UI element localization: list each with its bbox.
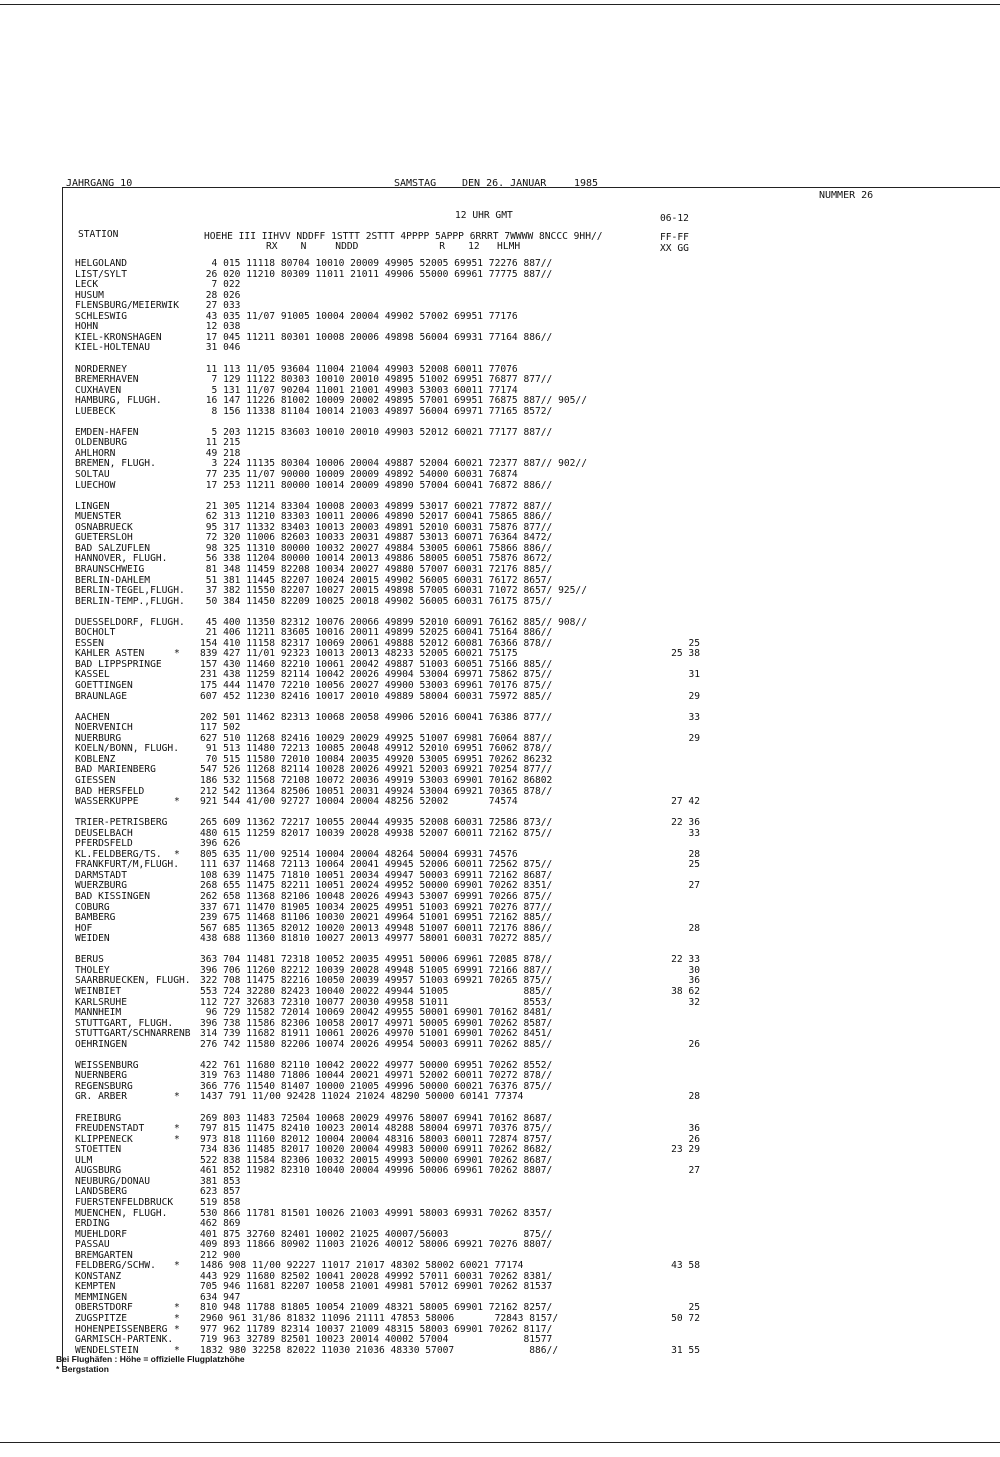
gust-values: 22 33 xyxy=(671,954,700,966)
station-name: FLENSBURG/MEIERWIK xyxy=(75,300,179,312)
station-name: ESSEN xyxy=(75,637,104,649)
gust-values: 33 xyxy=(688,711,700,723)
synop-codes: 77 235 11/07 90000 10009 20009 49892 54000 60031 76874 xyxy=(200,469,518,480)
station-name: NORDERNEY xyxy=(75,363,127,375)
synop-codes: 337 671 11470 81905 10034 20025 49951 51003 69921 70276 877// xyxy=(200,901,553,913)
station-name: GIESSEN xyxy=(75,774,116,786)
synop-codes: 268 655 11475 82211 10051 20024 49952 50000 69901 70262 8351/ xyxy=(200,880,553,892)
synop-codes: 461 852 11982 82310 10040 20004 49996 50006 69961 70262 8807/ xyxy=(200,1165,553,1177)
station-name: KEMPTEN xyxy=(75,1281,116,1293)
station-name: AHLHORN xyxy=(75,447,116,459)
synop-codes: 56 338 11204 80000 10014 20013 49886 58005 60051 75876 8672/ xyxy=(200,553,553,565)
synop-codes: 530 866 11781 81501 10026 21003 49991 58003 69931 70262 8357/ xyxy=(200,1207,553,1219)
synop-codes: 17 045 11211 80301 10008 20006 49898 56004 69931 77164 886// xyxy=(200,331,553,343)
station-name: BERLIN-TEMP.,FLUGH. xyxy=(75,595,185,607)
gust-values: 26 xyxy=(688,1038,700,1050)
station-name: KONSTANZ xyxy=(75,1270,122,1282)
synop-codes: 91 513 11480 72213 10085 20048 49912 52010 69951 76062 878// xyxy=(200,743,553,755)
station-name: LANDSBERG xyxy=(75,1186,127,1198)
synop-codes: 72 320 11006 82603 10033 20031 49887 53013 60071 76364 8472/ xyxy=(200,532,553,544)
ff-header-line2: XX GG xyxy=(660,243,689,254)
synop-codes: 553 724 32280 82423 10040 20022 49944 51005 885// xyxy=(200,985,553,997)
range-label: 06-12 xyxy=(660,213,689,224)
station-name: HOHENPEISSENBERG xyxy=(75,1323,168,1335)
synop-codes: 396 706 11260 82212 10039 20028 49948 51005 69991 72166 887// xyxy=(200,964,553,976)
gust-values: 30 xyxy=(688,964,700,976)
gust-values: 31 55 xyxy=(671,1344,700,1356)
station-name: DEUSELBACH xyxy=(75,827,133,839)
station-name: KASSEL xyxy=(75,669,110,681)
page-top-rule xyxy=(0,4,1000,5)
station-name: KIEL-KRONSHAGEN xyxy=(75,331,162,343)
station-name: THOLEY xyxy=(75,964,110,976)
station-name: NOERVENICH xyxy=(75,722,133,734)
synop-codes: 108 639 11475 71810 10051 20034 49947 50003 69911 72162 8687/ xyxy=(200,869,553,881)
synop-codes: 7 129 11122 80303 10010 20010 49895 51002 69951 76877 877// xyxy=(200,374,553,386)
station-name: BREMGARTEN xyxy=(75,1249,133,1261)
synop-codes: 3 224 11135 80304 10006 20004 49887 52004 60021 72377 887// 902// xyxy=(200,458,587,470)
synop-codes: 567 685 11365 82012 10020 20013 49948 51007 60011 72176 886// xyxy=(200,922,553,934)
station-name: OBERSTDORF xyxy=(75,1302,133,1314)
station-name: REGENSBURG xyxy=(75,1080,133,1092)
station-name: OSNABRUECK xyxy=(75,521,133,533)
synop-codes: 17 253 11211 80000 10014 20009 49890 57004 60041 76872 886// xyxy=(200,479,553,491)
station-name: BERLIN-DAHLEM xyxy=(75,574,151,586)
gust-values: 28 xyxy=(688,848,700,860)
station-name: STUTTGART/SCHNARRENB xyxy=(75,1028,191,1040)
synop-codes: 1832 980 32258 82022 11030 21036 48330 57007 886// xyxy=(200,1344,559,1356)
station-name: LECK xyxy=(75,279,99,291)
synop-codes: 212 542 11364 82506 10051 20031 49924 53004 69921 70365 878// xyxy=(200,785,553,797)
gust-values: 23 29 xyxy=(671,1144,700,1156)
gust-values: 29 xyxy=(688,690,700,702)
synop-codes: 157 430 11460 82210 10061 20042 49887 51003 60051 75166 885// xyxy=(200,658,553,670)
synop-codes: 5 203 11215 83603 10010 20010 49903 52012 60021 77177 887// xyxy=(200,426,553,438)
station-name: CUXHAVEN xyxy=(75,384,122,396)
station-name: LUECHOW xyxy=(75,479,116,491)
station-name: KIEL-HOLTENAU xyxy=(75,342,151,354)
gust-values: 29 xyxy=(688,732,700,744)
synop-codes: 175 444 11470 72210 10056 20027 49900 53003 69961 70176 875// xyxy=(200,680,553,691)
station-name: MUENSTER xyxy=(75,511,122,523)
synop-codes: 627 510 11268 82416 10029 20029 49925 51007 69981 76064 887// xyxy=(200,732,553,744)
synop-codes: 11 113 11/05 93604 11004 21004 49903 52008 60011 77076 xyxy=(200,363,518,375)
synop-codes: 5 131 11/07 90204 11001 21001 49903 53003 60011 77174 xyxy=(200,384,518,396)
station-name: HUSUM xyxy=(75,289,104,301)
station-name: ZUGSPITZE xyxy=(75,1313,127,1324)
mountain-station-mark: * xyxy=(174,1260,180,1272)
station-name: BOCHOLT xyxy=(75,627,116,639)
station-name: HELGOLAND xyxy=(75,258,127,269)
synop-codes: 50 384 11450 82209 10025 20018 49902 56005 60031 76175 875// xyxy=(200,595,553,607)
synop-codes: 547 526 11268 82114 10028 20026 49921 52003 69921 70254 877// xyxy=(200,764,553,776)
station-name: WEINBIET xyxy=(75,985,122,997)
synop-codes: 21 305 11214 83304 10008 20003 49899 53017 60021 77872 887// xyxy=(200,500,553,512)
station-name: BAD HERSFELD xyxy=(75,785,145,797)
synop-codes: 269 803 11483 72504 10068 20029 49976 58007 69941 70162 8687/ xyxy=(200,1112,553,1124)
station-name: KLIPPENECK xyxy=(75,1133,133,1145)
station-name: AACHEN xyxy=(75,711,110,723)
mountain-station-mark: * xyxy=(174,648,180,660)
mountain-station-mark: * xyxy=(174,796,180,808)
gust-values: 27 42 xyxy=(671,796,700,808)
station-name: GUETERSLOH xyxy=(75,532,133,544)
synop-codes: 4 015 11118 80704 10010 20009 49905 52005 69951 72276 887// xyxy=(200,258,553,269)
synop-codes: 81 348 11459 82208 10034 20027 49880 57007 60031 72176 885// xyxy=(200,563,553,575)
synop-codes: 1437 791 11/00 92428 11024 21024 48290 50000 60141 77374 xyxy=(200,1091,524,1103)
station-name: BREMEN, FLUGH. xyxy=(75,458,156,470)
station-name: HAMBURG, FLUGH. xyxy=(75,395,162,407)
synop-codes: 2960 961 31/86 81832 11096 21111 47853 58006 72843 8157/ xyxy=(200,1313,559,1324)
station-column-header: STATION xyxy=(78,229,119,240)
gust-values: 27 xyxy=(688,880,700,892)
synop-codes: 396 738 11586 82306 10058 20017 49971 50005 69901 70262 8587/ xyxy=(200,1017,553,1029)
synop-codes: 519 858 xyxy=(200,1196,241,1208)
synop-codes: 8 156 11338 81104 10014 21003 49897 56004 69971 77165 8572/ xyxy=(200,405,553,417)
station-name: KOELN/BONN, FLUGH. xyxy=(75,743,179,755)
synop-codes: 363 704 11481 72318 10052 20035 49951 50006 69961 72085 878// xyxy=(200,954,553,966)
synop-codes: 239 675 11468 81106 10030 20021 49964 51001 69951 72162 885// xyxy=(200,912,553,924)
synop-codes: 522 838 11584 82306 10032 20015 49993 50000 69901 70262 8687/ xyxy=(200,1154,553,1166)
synop-codes: 49 218 xyxy=(200,447,241,459)
station-name: BAD SALZUFLEN xyxy=(75,542,151,554)
synop-codes: 112 727 32683 72310 10077 20030 49958 51011 8553/ xyxy=(200,996,553,1008)
synop-codes: 70 515 11580 72010 10084 20035 49920 53005 69951 70262 86232 xyxy=(200,753,553,765)
gust-values: 25 xyxy=(688,637,700,649)
synop-codes: 154 410 11158 82317 10069 20061 49888 52012 60081 76366 878// xyxy=(200,637,553,649)
synop-codes: 45 400 11350 82312 10076 20066 49899 52010 60091 76162 885// 908// xyxy=(200,616,587,628)
station-name: EMDEN-HAFEN xyxy=(75,426,139,438)
station-name: KL.FELDBERG/TS. xyxy=(75,848,162,860)
synop-codes: 27 033 xyxy=(200,300,241,312)
station-name: HOHN xyxy=(75,321,99,333)
station-name: FUERSTENFELDBRUCK xyxy=(75,1196,174,1208)
synop-codes: 810 948 11788 81805 10054 21009 48321 58005 69901 72162 8257/ xyxy=(200,1302,553,1314)
station-name: BAMBERG xyxy=(75,912,116,924)
synop-codes: 319 763 11480 71806 10044 20021 49971 52002 60011 70272 878// xyxy=(200,1070,553,1082)
synop-codes: 43 035 11/07 91005 10004 20004 49902 57002 69951 77176 xyxy=(200,310,518,322)
station-name: KAHLER ASTEN xyxy=(75,648,145,660)
synop-codes: 16 147 11226 81002 10009 20002 49895 57001 69951 76875 887// 905// xyxy=(200,395,587,407)
synop-codes: 973 818 11160 82012 10004 20004 48316 58003 60011 72874 8757/ xyxy=(200,1133,553,1145)
synop-codes: 202 501 11462 82313 10068 20058 49906 52016 60041 76386 877// xyxy=(200,711,553,723)
station-name: DUESSELDORF, FLUGH. xyxy=(75,616,185,628)
synop-codes: 322 708 11475 82216 10050 20039 49957 51003 69921 70265 875// xyxy=(200,975,553,987)
station-name: OEHRINGEN xyxy=(75,1038,127,1050)
synop-codes: 634 947 xyxy=(200,1291,241,1303)
mountain-station-mark: * xyxy=(174,1313,180,1324)
gust-values: 26 xyxy=(688,1133,700,1145)
synop-codes: 262 658 11368 82106 10048 20026 49943 53007 69991 70266 875// xyxy=(200,891,553,902)
gust-values: 33 xyxy=(688,827,700,839)
station-name: TRIER-PETRISBERG xyxy=(75,817,168,829)
synop-codes: 11 215 xyxy=(200,437,241,449)
synop-codes: 734 836 11485 82017 10020 20004 49983 50000 69911 70262 8682/ xyxy=(200,1144,553,1156)
synop-codes: 462 869 xyxy=(200,1218,241,1230)
code-header-line1: HOEHE III IIHVV NDDFF 1STTT 2STTT 4PPPP 5APPP 6RRRT 7WWWW 8NCCC 9HH// xyxy=(204,231,603,242)
station-name: BREMERHAVEN xyxy=(75,374,139,386)
weekday-label: SAMSTAG xyxy=(394,178,437,189)
station-name: BERLIN-TEGEL,FLUGH. xyxy=(75,585,185,597)
station-name: COBURG xyxy=(75,901,110,913)
synop-codes: 797 815 11475 82410 10023 20014 48288 58004 69971 70376 875// xyxy=(200,1123,553,1135)
gust-values: 43 58 xyxy=(671,1260,700,1272)
station-name: NUERBURG xyxy=(75,732,122,744)
synop-codes: 31 046 xyxy=(200,342,241,354)
synop-codes: 212 900 xyxy=(200,1249,241,1261)
station-name: FREUDENSTADT xyxy=(75,1123,145,1135)
mountain-station-mark: * xyxy=(174,1323,180,1335)
station-name: WEIDEN xyxy=(75,933,110,945)
issue-number: NUMMER 26 xyxy=(819,190,874,201)
synop-codes: 977 962 11789 82314 10037 21009 48315 58003 69901 70262 8117/ xyxy=(200,1323,553,1335)
synop-codes: 111 637 11468 72113 10064 20041 49945 52006 60011 72562 875// xyxy=(200,859,553,871)
synop-codes: 26 020 11210 80309 11011 21011 49906 55000 69961 77775 887// xyxy=(200,268,553,280)
station-name: STOETTEN xyxy=(75,1144,122,1156)
station-name: SCHLESWIG xyxy=(75,310,127,322)
ff-header-line1: FF-FF xyxy=(660,232,689,243)
station-name: HOF xyxy=(75,922,93,934)
synop-codes: 422 761 11680 82110 10042 20022 49977 50000 69951 70262 8552/ xyxy=(200,1059,553,1071)
station-name: MANNHEIM xyxy=(75,1007,122,1019)
synop-codes: 186 532 11568 72108 10072 20036 49919 53003 69901 70162 86802 xyxy=(200,774,553,786)
synop-codes: 839 427 11/01 92323 10013 20013 48233 52005 60021 75175 xyxy=(200,648,518,660)
synop-codes: 921 544 41/00 92727 10004 20004 48256 52002 74574 xyxy=(200,796,518,808)
station-name: GARMISCH-PARTENK. xyxy=(75,1334,174,1346)
station-name: MUEHLDORF xyxy=(75,1228,127,1240)
station-name: ERDING xyxy=(75,1218,110,1230)
synop-codes: 623 857 xyxy=(200,1186,241,1198)
station-name: LIST/SYLT xyxy=(75,268,127,280)
gust-values: 22 36 xyxy=(671,817,700,829)
synop-codes: 314 739 11682 81911 10061 20026 49970 51001 69901 70262 8451/ xyxy=(200,1028,553,1040)
synop-codes: 12 038 xyxy=(200,321,241,333)
synop-codes: 231 438 11259 82114 10042 20026 49904 53004 69971 75862 875// xyxy=(200,669,553,681)
synop-codes: 719 963 32789 82501 10023 20014 40002 57004 81577 xyxy=(200,1334,553,1346)
date-label: DEN 26. JANUAR xyxy=(462,178,547,189)
station-name: BRAUNLAGE xyxy=(75,690,127,702)
gust-values: 25 38 xyxy=(671,648,700,660)
synop-codes: 805 635 11/00 92514 10004 20004 48264 50004 69931 74576 xyxy=(200,848,518,860)
station-name: FELDBERG/SCHW. xyxy=(75,1260,156,1272)
station-name: MUENCHEN, FLUGH. xyxy=(75,1207,168,1219)
synop-codes: 396 626 xyxy=(200,838,241,850)
synop-codes: 51 381 11445 82207 10024 20015 49902 56005 60031 76172 8657/ xyxy=(200,574,553,586)
mountain-station-mark: * xyxy=(174,848,180,860)
station-name: DARMSTADT xyxy=(75,869,127,881)
gust-values: 28 xyxy=(688,1091,700,1103)
station-name: MEMMINGEN xyxy=(75,1291,127,1303)
synop-codes: 62 313 11210 83303 10011 20006 49890 52017 60041 75865 886// xyxy=(200,511,553,523)
station-name: KARLSRUHE xyxy=(75,996,127,1008)
mountain-station-mark: * xyxy=(174,1091,180,1103)
station-name: KOBLENZ xyxy=(75,753,116,765)
synop-codes: 409 893 11866 80902 11003 21026 40012 58006 69921 70276 8807/ xyxy=(200,1239,553,1251)
footnotes xyxy=(56,1354,245,1374)
synop-codes: 98 325 11310 80000 10032 20027 49884 53005 60061 75866 886// xyxy=(200,542,553,554)
station-name: BAD MARIENBERG xyxy=(75,764,156,776)
station-name: FREIBURG xyxy=(75,1112,122,1124)
station-name: BRAUNSCHWEIG xyxy=(75,563,145,575)
synop-codes: 117 502 xyxy=(200,722,241,734)
synop-codes: 265 609 11362 72217 10055 20044 49935 52008 60031 72586 873// xyxy=(200,817,553,829)
gust-values: 36 xyxy=(688,1123,700,1135)
synop-codes: 401 875 32760 82401 10002 21025 40007/56003 875// xyxy=(200,1228,553,1240)
synop-codes: 1486 908 11/00 92227 11017 21017 48302 58002 60021 77174 xyxy=(200,1260,524,1272)
gust-values: 32 xyxy=(688,996,700,1008)
station-name: SOLTAU xyxy=(75,469,110,480)
station-name: LINGEN xyxy=(75,500,110,512)
gust-values: 38 62 xyxy=(671,985,700,997)
station-name: HANNOVER, FLUGH. xyxy=(75,553,168,565)
station-name: ULM xyxy=(75,1154,93,1166)
mountain-station-mark: * xyxy=(174,1123,180,1135)
station-name: NUERNBERG xyxy=(75,1070,127,1082)
station-name: WUERZBURG xyxy=(75,880,127,892)
page-bottom-rule xyxy=(0,1442,1000,1443)
station-name: BAD KISSINGEN xyxy=(75,891,151,902)
synop-codes: 438 688 11360 81810 10027 20013 49977 58001 60031 70272 885// xyxy=(200,933,553,945)
left-frame-line xyxy=(62,187,63,1367)
synop-codes: 96 729 11582 72014 10069 20042 49955 50001 69901 70162 8481/ xyxy=(200,1007,553,1019)
station-name: BAD LIPPSPRINGE xyxy=(75,658,162,670)
synop-codes: 480 615 11259 82017 10039 20028 49938 52007 60011 72162 875// xyxy=(200,827,553,839)
station-name: AUGSBURG xyxy=(75,1165,122,1177)
station-name: WASSERKUPPE xyxy=(75,796,139,808)
station-name: OLDENBURG xyxy=(75,437,127,449)
gust-values: 25 xyxy=(688,1302,700,1314)
station-name: LUEBECK xyxy=(75,405,116,417)
mountain-station-mark: * xyxy=(174,1302,180,1314)
footnote-airport-height: Bei Flughäfen : Höhe = offizielle Flugplatzhöhe xyxy=(56,1354,245,1364)
header-rule xyxy=(62,187,1000,188)
gust-values: 25 xyxy=(688,859,700,871)
synop-codes: 705 946 11681 82207 10058 21001 49981 57012 69901 70262 81537 xyxy=(200,1281,553,1293)
year-label: 1985 xyxy=(574,178,599,189)
station-name: BERUS xyxy=(75,954,104,966)
synop-codes: 28 026 xyxy=(200,289,241,301)
synop-codes: 21 406 11211 83605 10016 20011 49899 52025 60041 75164 886// xyxy=(200,627,553,639)
gust-values: 31 xyxy=(688,669,700,681)
station-name: SAARBRUECKEN, FLUGH. xyxy=(75,975,191,987)
footnote-mountain-station: * Bergstation xyxy=(56,1364,109,1374)
gust-values: 36 xyxy=(688,975,700,987)
gust-values: 28 xyxy=(688,922,700,934)
synop-codes: 37 382 11550 82207 10027 20015 49898 57005 60031 71072 8657/ 925// xyxy=(200,585,587,597)
code-header-line2: RX N NDDD R 12 HLMH xyxy=(266,241,521,252)
station-name: WEISSENBURG xyxy=(75,1059,139,1071)
synop-codes: 276 742 11580 82206 10074 20026 49954 50003 69911 70262 885// xyxy=(200,1038,553,1050)
synop-codes: 443 929 11680 82502 10041 20028 49992 57011 60031 70262 8381/ xyxy=(200,1270,553,1282)
synop-codes: 607 452 11230 82416 10017 20010 49889 58004 60031 75972 885// xyxy=(200,690,553,702)
synop-codes: 95 317 11332 83403 10013 20003 49891 52010 60031 75876 877// xyxy=(200,521,553,533)
mountain-station-mark: * xyxy=(174,1133,180,1145)
gust-values: 50 72 xyxy=(671,1313,700,1324)
synop-codes: 7 022 xyxy=(200,279,241,291)
station-name: STUTTGART, FLUGH. xyxy=(75,1017,174,1029)
station-name: NEUBURG/DONAU xyxy=(75,1175,151,1187)
station-name: GR. ARBER xyxy=(75,1091,127,1103)
station-name: GOETTINGEN xyxy=(75,680,133,691)
station-name: WENDELSTEIN xyxy=(75,1344,139,1356)
mountain-station-mark: * xyxy=(174,1344,180,1356)
time-label: 12 UHR GMT xyxy=(455,210,513,221)
synop-codes: 366 776 11540 81407 10000 21005 49996 50000 60021 76376 875// xyxy=(200,1080,553,1092)
synop-codes: 381 853 xyxy=(200,1175,241,1187)
station-name: PASSAU xyxy=(75,1239,110,1251)
volume-label: JAHRGANG 10 xyxy=(66,178,133,189)
station-name: FRANKFURT/M,FLUGH. xyxy=(75,859,179,871)
gust-values: 27 xyxy=(688,1165,700,1177)
station-name: PFERDSFELD xyxy=(75,838,133,850)
